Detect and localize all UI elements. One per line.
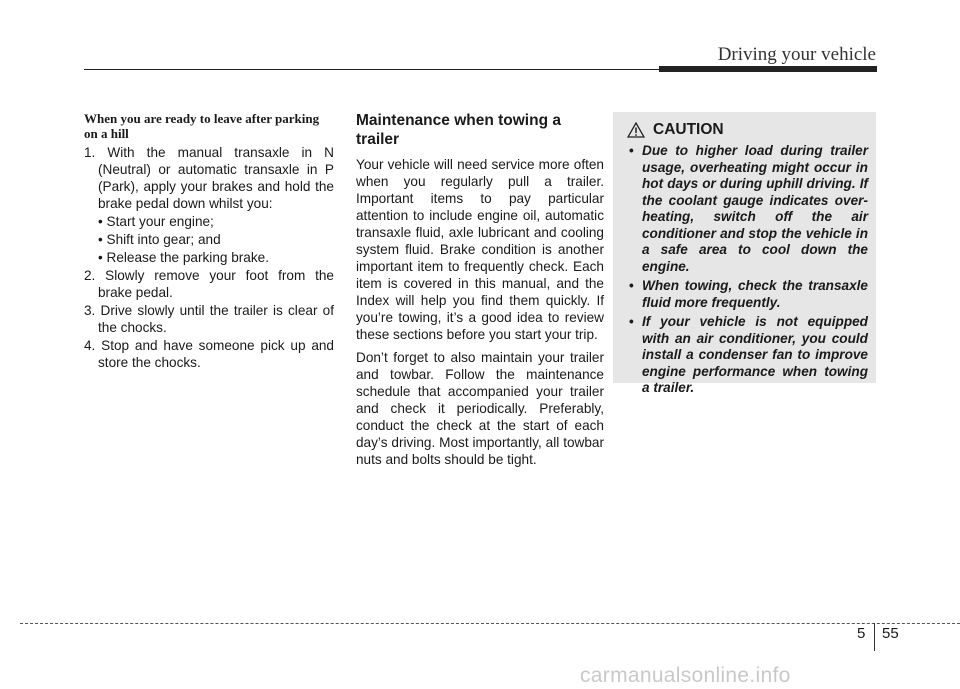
bullet-marker: • [629, 314, 634, 329]
bullet-start-engine: • Start your engine; [98, 214, 214, 229]
caution-title: CAUTION [653, 121, 724, 138]
caution-box [613, 112, 876, 395]
caution-item [627, 143, 868, 275]
middle-column [356, 111, 604, 474]
page-number-divider [874, 623, 875, 651]
caution-item [627, 278, 868, 311]
section-title: Driving your vehicle [717, 44, 876, 65]
watermark: carmanualsonline.info [580, 664, 791, 687]
step-3: 3. Drive slowly until the trailer is clear of the chocks. [84, 303, 334, 335]
chapter-number: 5 [857, 625, 866, 642]
bullet-marker: • [629, 278, 634, 293]
header-rule-thick [659, 66, 877, 72]
header-rule-thin [84, 69, 659, 70]
bullet-shift-gear: • Shift into gear; and [98, 232, 221, 247]
subheading: When you are ready to leave after parking on a hill [84, 111, 320, 141]
step-1: 1. With the manual transaxle in N (Neutral) or automatic transaxle in P (Park), apply your brakes and hold the brake pedal down whilst you: [84, 145, 334, 211]
bullet-release-brake: • Release the parking brake. [98, 250, 270, 265]
footer-rule [20, 623, 960, 624]
paragraph-2: Don’t forget to also maintain your trailer and towbar. Follow the maintenance schedule that accompanied your trailer and check it periodically. Preferably, conduct the check at the start of each day’s driving. Most importantly, all towbar nuts and bolts should be tight. [356, 350, 604, 467]
caution-header [627, 121, 868, 139]
step-4: 4. Stop and have someone pick up and store the chocks. [84, 338, 334, 370]
caution-item-text: Due to higher load during trailer usage, overheating might occur in hot days or during uphill driving. If the coolant gauge indicates over-heating, switch off the air conditioner and stop the vehicle in a safe area to cool down the engine. [642, 143, 868, 274]
warning-triangle-icon [627, 122, 645, 138]
step-2: 2. Slowly remove your foot from the brake pedal. [84, 268, 334, 300]
page-number: 55 [882, 625, 899, 642]
maintenance-heading: Maintenance when towing a trailer [356, 112, 561, 148]
caution-item [627, 314, 868, 397]
paragraph-1: Your vehicle will need service more often when you regularly pull a trailer. Important items to pay particular attention to include engine oil, automatic transaxle fluid, axle lubricant and cooling system fluid. Brake condition is another important item to frequently check. Each item is covered in this manual, and the Index will help you find them quickly. If you’re towing, it’s a good idea to review these sections before you start your trip. [356, 157, 604, 342]
caution-item-text: When towing, check the transaxle fluid more frequently. [642, 278, 868, 310]
bullet-marker: • [629, 143, 634, 158]
caution-item-text: If your vehicle is not equipped with an air conditioner, you could install a condenser fan to improve engine performance when towing a trailer. [642, 314, 868, 395]
left-column [84, 111, 334, 372]
